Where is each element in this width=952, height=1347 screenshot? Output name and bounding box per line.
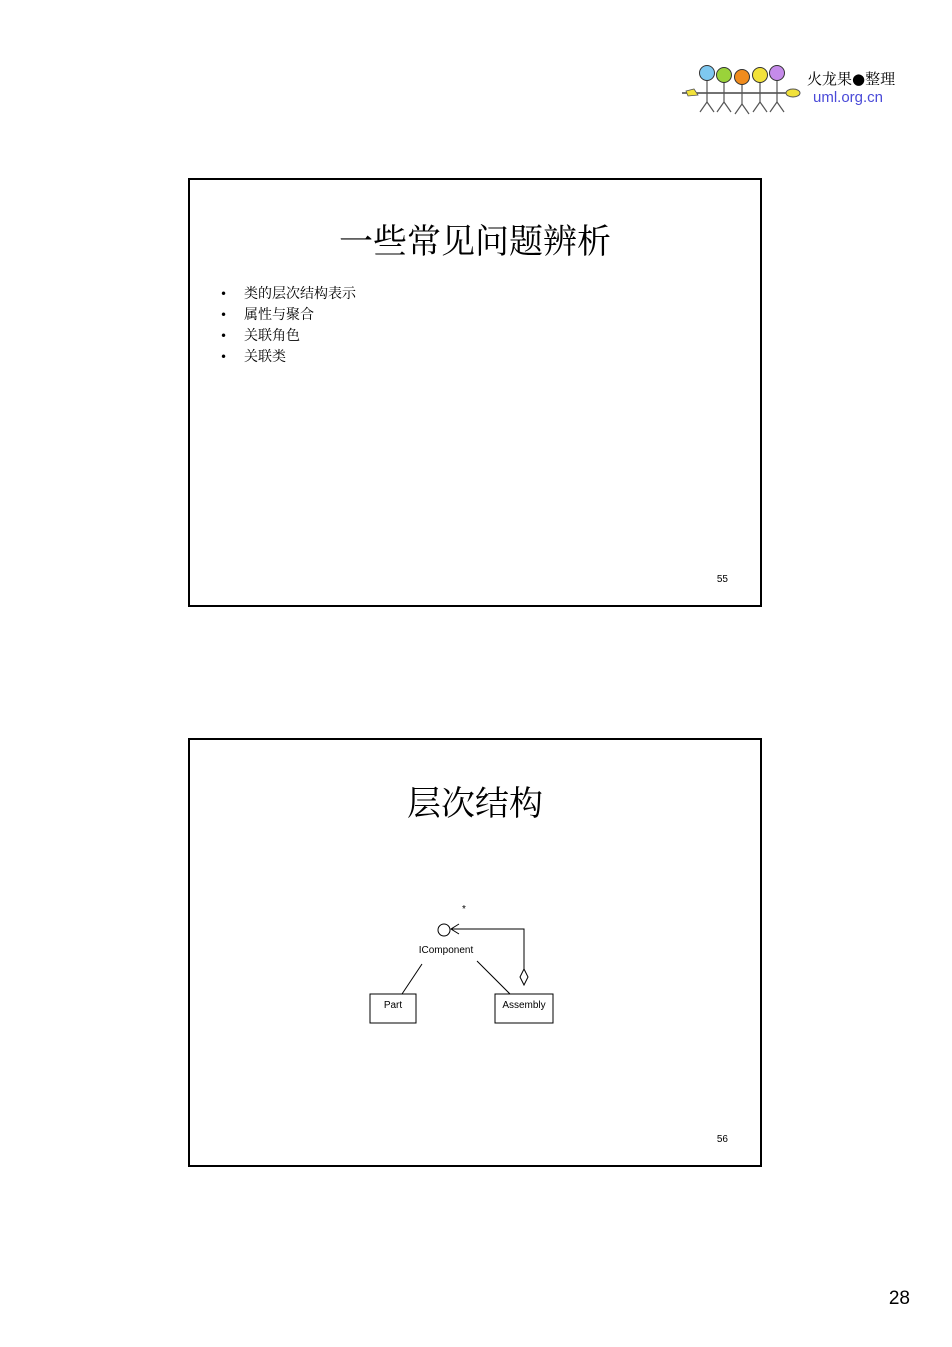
part-label: Part xyxy=(383,1000,403,1011)
site-logo xyxy=(680,62,920,117)
bullet-text: 关联类 xyxy=(244,349,286,365)
list-item xyxy=(220,347,356,368)
bullet-list xyxy=(220,284,356,368)
bullet-text: 关联角色 xyxy=(244,328,300,344)
multiplicity-label: * xyxy=(462,904,466,915)
bullet-text: 属性与聚合 xyxy=(244,307,314,323)
list-item xyxy=(220,326,356,347)
interface-circle xyxy=(438,924,450,936)
realization-line-part xyxy=(402,964,422,994)
logo-title: 火龙果●整理 xyxy=(807,70,896,88)
logo-url: uml.org.cn xyxy=(813,89,884,106)
page-number: 28 xyxy=(888,1288,910,1309)
slide-title: 层次结构 xyxy=(407,784,543,824)
slide-number: 56 xyxy=(716,1134,728,1145)
aggregation-diamond-icon xyxy=(520,969,528,985)
list-item xyxy=(220,284,356,305)
slide-number: 55 xyxy=(716,574,728,585)
bullet-icon: • xyxy=(220,308,228,322)
slide-55 xyxy=(188,178,762,607)
bullet-icon: • xyxy=(220,287,228,301)
uml-diagram xyxy=(190,740,760,1165)
realization-line-assembly xyxy=(477,961,510,994)
slide-title: 一些常见问题辨析 xyxy=(339,222,611,262)
logo-figures-icon xyxy=(680,62,805,117)
list-item xyxy=(220,305,356,326)
bullet-text: 类的层次结构表示 xyxy=(244,286,356,302)
bullet-icon: • xyxy=(220,329,228,343)
slide-56 xyxy=(188,738,762,1167)
interface-label: IComponent xyxy=(418,945,474,956)
bullet-icon: • xyxy=(220,350,228,364)
assembly-label: Assembly xyxy=(502,1000,546,1011)
